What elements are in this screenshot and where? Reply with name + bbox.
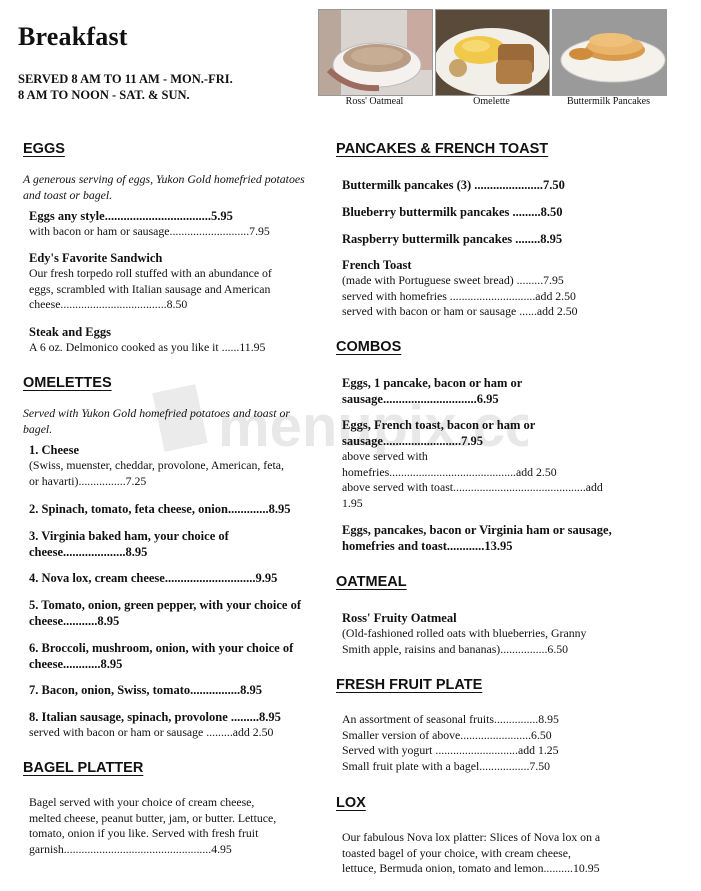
item-line: (Old-fashioned rolled oats with blueberries, Granny [342,626,587,640]
item-name: cheese...........8.95 [29,614,120,628]
item-name: Steak and Eggs [29,325,111,339]
item-line: Served with yogurt ............................add 1.25 [342,743,559,757]
combo-1 [342,375,642,407]
item-line: Smaller version of above........................6.50 [342,727,552,742]
item-line: tomato, onion if you like. Served with fresh fruit [29,826,259,840]
omelettes-description: Served with Yukon Gold homefried potatoes and toast or bagel. [23,406,290,436]
item-line: Bagel served with your choice of cream cheese, [29,795,255,809]
item-name: French Toast [342,258,412,272]
item-name: 5. Tomato, onion, green pepper, with your choice of [29,598,302,612]
item-line: An assortment of seasonal fruits...............8.95 [342,712,559,726]
item-name: Eggs, French toast, bacon or ham or [342,418,536,432]
omelette-bacon: 7. Bacon, onion, Swiss, tomato................8.95 [29,683,263,697]
item-name: 1. Cheese [29,443,79,457]
item-line: Our fresh torpedo roll stuffed with an abundance of [29,266,272,280]
raspberry-pancakes: Raspberry buttermilk pancakes ........8.95 [342,232,563,246]
hours-weekday: SERVED 8 AM TO 11 AM - MON.-FRI. [18,72,233,86]
omelette-ham [29,528,329,560]
edys-sandwich [29,250,329,313]
omelette-cheese [29,442,329,489]
item-line: cheese....................................8.50 [29,297,188,311]
omelette-spinach: 2. Spinach, tomato, feta cheese, onion.............8.95 [29,502,291,516]
french-toast [342,257,662,320]
eggs-any-style [29,208,329,240]
item-name: cheese............8.95 [29,657,123,671]
combos-heading: COMBOS [336,339,402,355]
pancakes-photo [552,9,667,96]
bagel-heading: BAGEL PLATTER [23,760,144,776]
omelette-lox: 4. Nova lox, cream cheese.............................9.95 [29,571,278,585]
item-line: (made with Portuguese sweet bread) .........7.95 [342,273,564,287]
hours-weekend: 8 AM TO NOON - SAT. & SUN. [18,88,190,102]
watermark-text: menupix.co [218,394,528,459]
item-name: homefries and toast............13.95 [342,539,513,553]
item-name: cheese....................8.95 [29,545,148,559]
photo-caption-pancakes: Buttermilk Pancakes [566,96,651,107]
item-line: toasted bagel of your choice, with cream cheese, [342,845,571,860]
page-title: Breakfast [18,22,128,51]
fruit-heading: FRESH FRUIT PLATE [336,677,483,693]
item-name: 8. Italian sausage, spinach, provolone .........8.95 [29,710,281,724]
blueberry-pancakes: Blueberry buttermilk pancakes .........8.50 [342,205,563,219]
item-name: Ross' Fruity Oatmeal [342,611,457,625]
item-name: Edy's Favorite Sandwich [29,251,163,265]
omelettes-heading: OMELETTES [23,375,112,391]
item-line: Small fruit plate with a bagel.................7.50 [342,758,551,773]
eggs-heading: EGGS [23,141,65,157]
item-line: Our fabulous Nova lox platter: Slices of Nova lox on a [342,830,601,844]
item-name: Eggs any style..................................5.95 [29,209,233,223]
item-line: served with homefries .............................add 2.50 [342,288,576,303]
oatmeal-heading: OATMEAL [336,574,407,590]
item-line: (Swiss, muenster, cheddar, provolone, American, feta, [29,458,284,472]
item-name: Eggs, 1 pancake, bacon or ham or [342,376,523,390]
item-line: A 6 oz. Delmonico cooked as you like it ......11.95 [29,340,266,354]
combo-2 [342,417,662,511]
item-line: homefries...........................................add 2.50 [342,464,557,479]
item-name: sausage..............................6.95 [342,392,499,406]
item-name: Eggs, pancakes, bacon or Virginia ham or sausage, [342,523,612,537]
item-name: sausage.........................7.95 [342,434,483,448]
omelette-broccoli [29,640,329,672]
item-line: above served with [342,449,428,463]
oatmeal-photo [318,9,433,96]
item-line: melted cheese, peanut butter, jam, or butter. Lettuce, [29,810,277,825]
item-line: 1.95 [342,495,363,510]
lox-heading: LOX [336,795,366,811]
lox-platter [342,830,662,877]
photo-caption-omelette: Omelette [473,96,510,107]
fruit-plate [342,712,642,774]
item-name: 6. Broccoli, mushroom, onion, with your choice of [29,641,294,655]
item-line: with bacon or ham or sausage...........................7.95 [29,224,270,238]
item-line: or havarti)................7.25 [29,473,147,488]
item-line: above served with toast.............................................add [342,480,603,494]
item-line: served with bacon or ham or sausage ......add 2.50 [342,304,578,318]
steak-and-eggs [29,324,329,356]
hours [18,71,233,103]
omelette-photo [435,9,550,96]
item-name: 3. Virginia baked ham, your choice of [29,529,229,543]
omelette-sausage [29,709,329,741]
fruity-oatmeal [342,610,662,657]
omelette-tomato [29,597,329,629]
item-line: lettuce, Bermuda onion, tomato and lemon..........10.95 [342,861,600,875]
photo-caption-oatmeal: Ross' Oatmeal [345,96,404,107]
buttermilk-pancakes: Buttermilk pancakes (3) ......................7.50 [342,178,565,192]
item-line: Smith apple, raisins and bananas)................6.50 [342,641,569,656]
combo-3 [342,522,662,554]
bagel-platter [29,795,329,857]
item-line: served with bacon or ham or sausage .........add 2.50 [29,725,274,739]
eggs-description: A generous serving of eggs, Yukon Gold homefried potatoes and toast or bagel. [23,172,305,202]
item-line: eggs, scrambled with Italian sausage and American [29,281,271,296]
pancakes-heading: PANCAKES & FRENCH TOAST [336,141,549,157]
item-line: garnish..................................................4.95 [29,841,232,856]
